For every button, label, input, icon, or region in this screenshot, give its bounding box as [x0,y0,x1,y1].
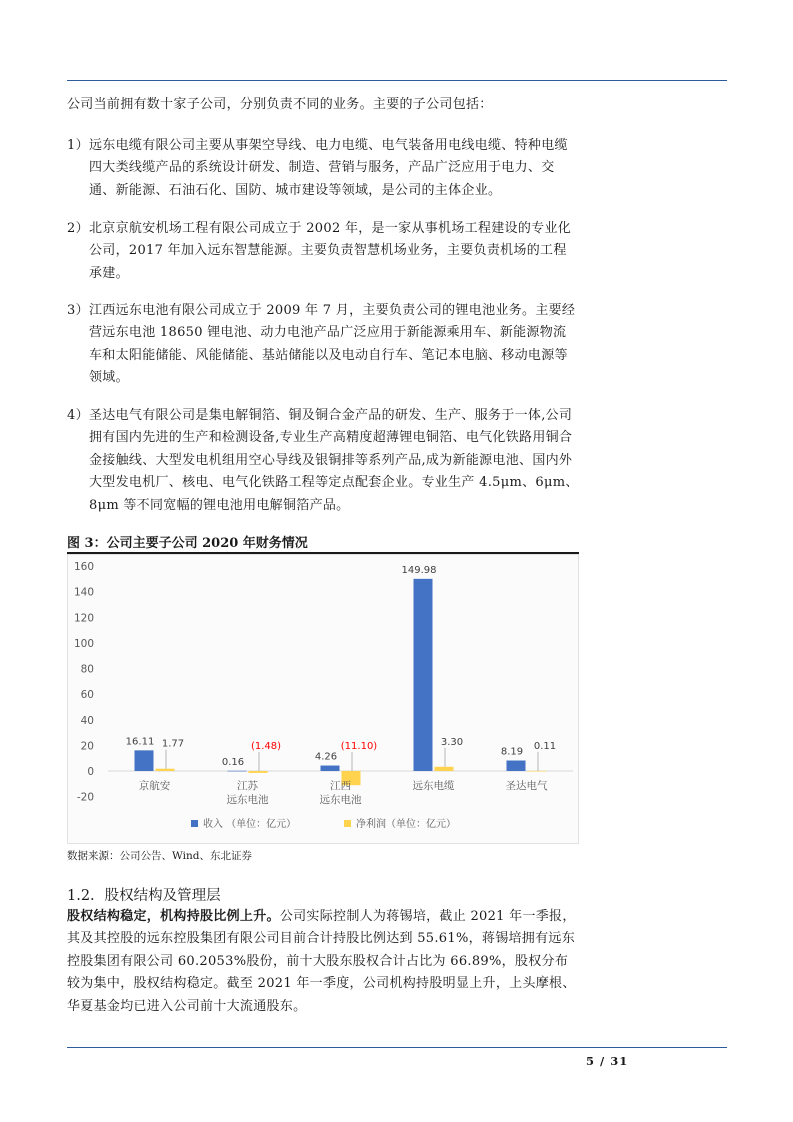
bar [435,767,454,771]
bar [507,761,526,771]
x-tick-label: 京航安 [138,780,171,792]
list-item-number: 2） [67,221,89,236]
legend-label: 收入 （单位：亿元） [203,819,297,830]
y-tick-label: 120 [73,612,94,625]
data-label: 0.16 [221,756,245,768]
x-tick-label: 圣达电气 [505,780,548,792]
data-label: (11.10) [340,741,378,752]
x-tick-label: 远东电池 [226,794,269,806]
section-title: 股权结构及管理层 [104,888,221,904]
bar [414,579,433,771]
y-tick-label: 60 [80,689,94,702]
legend-label: 净利润（单位：亿元） [356,819,456,830]
list-item [67,300,579,390]
y-tick-label: 20 [80,740,94,753]
section-heading [67,884,221,905]
data-label: 4.26 [314,751,338,763]
list-item [67,135,579,202]
section-body: 公司实际控制人为蒋锡培，截止 2021 年一季报，其及其控股的远东控股集团有限公司目前合计持股比例达到 55.61%，蒋锡培拥有远东控股集团有限公司 60.2053%股份，前十大股东股权合计占比为 66.89%，股权分布较为集中，股权结构稳定。截至 2021 年一季度，公司机构持股明显上升，上头摩根、华夏基金均已进入公司前十大流通股东。 [67,909,576,1014]
list-item-text: 江西远东电池有限公司成立于 2009 年 7 月，主要负责公司的锂电池业务。主要经营远东电池 18650 锂电池、动力电池产品广泛应用于新能源乘用车、新能源物流车和太阳能储能、风能储能、基站储能以及电动自行车、笔记本电脑、移动电源等领域。 [89,303,576,386]
y-tick-label: 100 [73,637,94,650]
y-tick-label: 160 [73,561,94,573]
x-tick-label: 远东电池 [319,794,362,806]
list-item-number: 4） [67,408,89,423]
intro-paragraph: 公司当前拥有数十家子公司，分别负责不同的业务。主要的子公司包括： [67,97,493,112]
list-item [67,405,579,517]
list-item-text: 远东电缆有限公司主要从事架空导线、电力电缆、电气装备用电线电缆、特种电缆四大类线缆产品的系统设计研发、制造、营销与服务，产品广泛应用于电力、交通、新能源、石油石化、国防、城市建设等领域，是公司的主体企业。 [89,138,568,198]
bar [321,766,340,771]
list-item-text: 圣达电气有限公司是集电解铜箔、铜及铜合金产品的研发、生产、服务于一体,公司拥有国内先进的生产和检测设备,专业生产高精度超薄锂电铜箔、电气化铁路用铜合金接触线、大型发电机组用空心导线及银铜排等系列产品,成为新能源电池、国内外大型发电机厂、核电、电气化铁路工程等定点配套企业。专业生产 4.5μm、6μm、8μm 等不同宽幅的锂电池用电解铜箔产品。 [89,408,579,513]
footer-rule [67,1047,727,1048]
section-lead: 股权结构稳定，机构持股比例上升。 [67,909,280,924]
list-item-text: 北京京航安机场工程有限公司成立于 2002 年，是一家从事机场工程建设的专业化公司，2017 年加入远东智慧能源。主要负责智慧机场业务，主要负责机场的工程承建。 [89,221,572,281]
section-paragraph [67,906,579,1018]
page-number: 5 / 31 [586,1054,629,1068]
y-tick-label: 140 [73,586,94,599]
bar [135,750,154,771]
data-label: 8.19 [500,746,524,758]
bar [528,771,547,772]
figure-source: 数据来源：公司公告、Wind、东北证券 [67,850,252,862]
list-item-number: 1） [67,138,89,153]
list-item [67,218,579,285]
bar [228,771,247,772]
y-tick-label: -20 [76,791,94,804]
chart-container [67,554,579,844]
bar [156,769,175,771]
data-label: 16.11 [125,736,155,748]
data-label: 0.11 [533,740,557,752]
bar-chart [68,555,578,843]
bar [249,771,268,773]
y-tick-label: 80 [80,663,94,676]
figure-title: 图 3：公司主要子公司 2020 年财务情况 [67,536,308,551]
legend-swatch [344,820,351,827]
x-tick-label: 江苏 [237,780,258,792]
y-tick-label: 40 [80,714,94,727]
data-label: 149.98 [401,564,437,576]
data-label: 1.77 [161,738,185,750]
y-tick-label: 0 [87,766,94,778]
header-rule [67,80,727,81]
data-label: 3.30 [440,736,464,748]
section-number: 1.2. [67,888,95,904]
x-tick-label: 远东电缆 [412,780,455,792]
list-item-number: 3） [67,303,89,318]
x-tick-label: 江西 [330,780,351,792]
legend-swatch [191,820,198,827]
data-label: (1.48) [250,741,282,752]
